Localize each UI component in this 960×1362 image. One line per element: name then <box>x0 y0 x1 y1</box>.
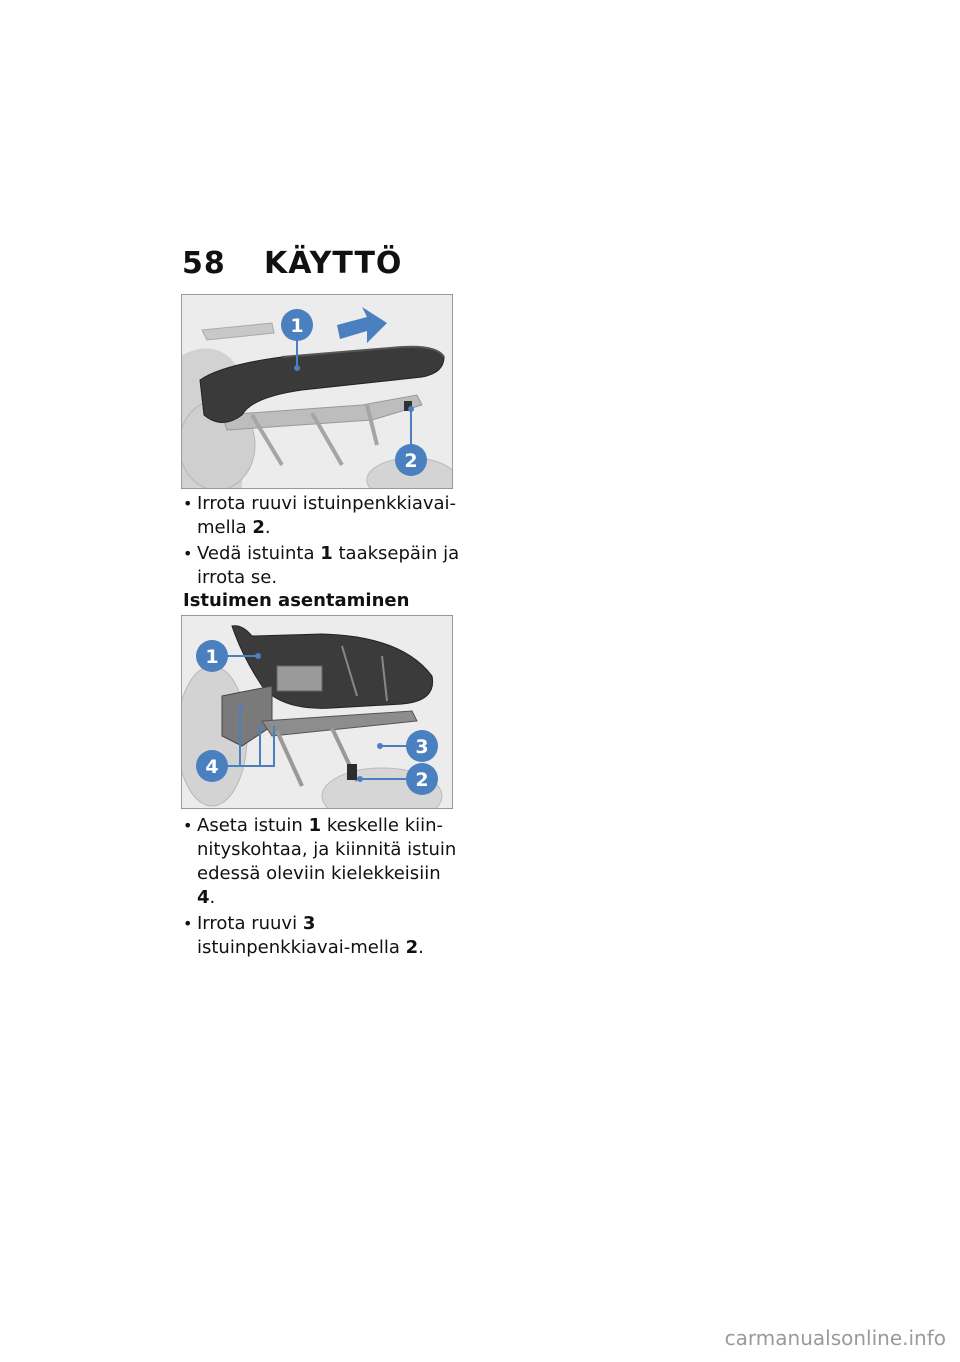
seat-removal-figure <box>181 294 453 489</box>
callout-2: 2 <box>415 769 429 791</box>
list-item: • Aseta istuin 1 keskelle kiin-nityskohtaa, ja kiinnitä istuin edessä oleviin kielekkeisiin 4. <box>183 814 463 910</box>
callout-4: 4 <box>205 756 219 778</box>
removal-steps <box>183 492 463 592</box>
installation-steps <box>183 814 463 962</box>
list-item: • Irrota ruuvi 3 istuinpenkkiavai-mella 2. <box>183 912 463 960</box>
page-title: KÄYTTÖ <box>264 246 403 281</box>
page-header <box>182 246 402 281</box>
watermark[interactable]: carmanualsonline.info <box>724 1326 946 1350</box>
callout-1: 1 <box>290 315 304 337</box>
section-heading: Istuimen asentaminen <box>183 590 410 611</box>
seat-removal-illustration <box>182 295 452 488</box>
page-number: 58 <box>182 246 226 281</box>
seat-installation-illustration <box>182 616 452 808</box>
callout-3: 3 <box>415 736 429 758</box>
callout-2: 2 <box>404 450 418 472</box>
list-item: • Irrota ruuvi istuinpenkkiavai-mella 2. <box>183 492 463 540</box>
list-item: • Vedä istuinta 1 taaksepäin ja irrota se. <box>183 542 463 590</box>
callout-1: 1 <box>205 646 219 668</box>
seat-installation-figure <box>181 615 453 809</box>
